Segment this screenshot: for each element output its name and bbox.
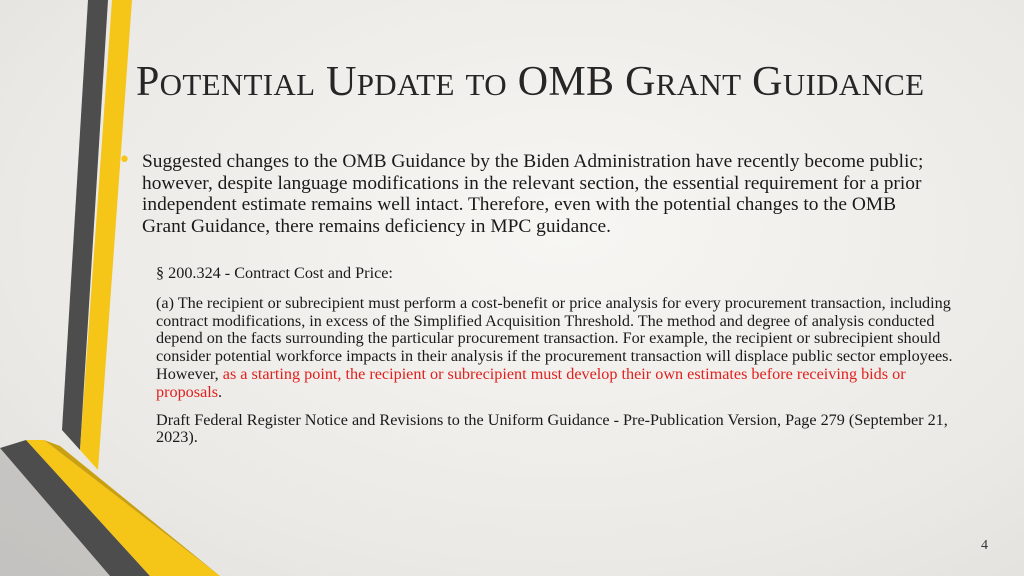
- title-word-grant-initial: G: [625, 59, 656, 105]
- title-word-guidance-rest: UIDANCE: [782, 67, 925, 102]
- page-number: 4: [981, 538, 988, 553]
- title-word-update-initial: U: [326, 59, 357, 105]
- slide-title: [136, 58, 996, 106]
- title-word-grant-rest: RANT: [655, 67, 742, 102]
- quote-body-highlight: as a starting point, the recipient or subrecipient must develop their own estimates before receiving bids or proposals: [156, 364, 906, 401]
- quote-citation: Draft Federal Register Notice and Revisions to the Uniform Guidance - Pre-Publication Version, Page 279 (September 21, 2023).: [156, 410, 948, 447]
- title-word-omb: OMB: [517, 59, 615, 105]
- bullet-dot-icon: •: [118, 148, 131, 173]
- quote-body-tail: .: [218, 382, 223, 401]
- quote-heading: § 200.324 - Contract Cost and Price:: [156, 264, 393, 282]
- regulation-quote: [156, 265, 956, 457]
- quote-body-lead: (a) The recipient or subrecipient must perform a cost-benefit or price analysis for every procurement transaction, including contract modifications, in excess of the Simplified Acquisition Threshold. The method and degree of analysis conducted depend on the facts surrounding the particular procurement transaction. For example, the recipient or subrecipient should consider potential workforce impacts in their analysis if the procurement transaction will displace public sector employees. However,: [156, 293, 953, 383]
- title-word-update-rest: PDATE: [356, 67, 455, 102]
- bullet-text: Suggested changes to the OMB Guidance by the Biden Administration have recently become public; however, despite language modifications in the relevant section, the essential requirement for a prior independent estimate remains well intact. Therefore, even with the potential changes to the OMB Grant Guidance, there remains deficiency in MPC guidance.: [142, 151, 924, 237]
- quote-body: [156, 295, 956, 402]
- title-word-guidance-initial: G: [752, 59, 783, 105]
- title-word-potential-initial: P: [136, 59, 160, 105]
- title-word-to: TO: [465, 67, 507, 102]
- title-word-potential-rest: OTENTIAL: [159, 67, 316, 102]
